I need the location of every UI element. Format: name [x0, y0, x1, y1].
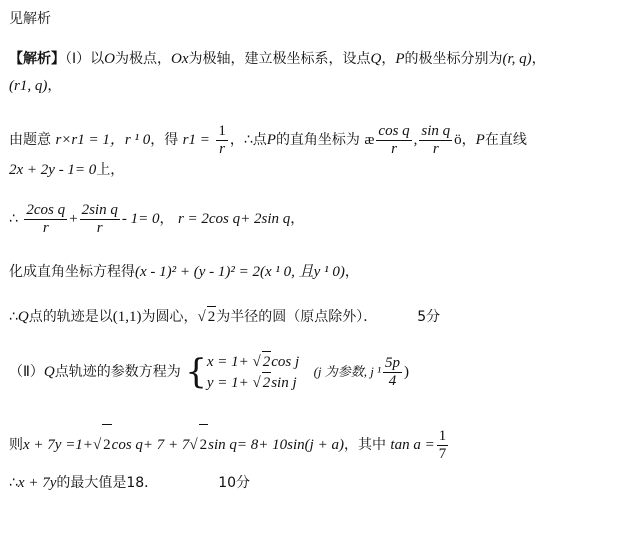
plus: + — [69, 211, 78, 227]
sqrt-radicand: 2 — [207, 306, 217, 327]
line-equation: 2x + 2y - 1= 0 — [9, 162, 97, 178]
sqrt-radicand: 2 — [199, 424, 209, 465]
sqrt-radicand: 2 — [102, 424, 112, 465]
polar-coord-q: (r, q) — [502, 51, 532, 67]
text: ， — [344, 264, 359, 280]
math-P: P — [266, 132, 276, 148]
final-expression: x + 7y — [17, 475, 57, 491]
text: ，得 — [150, 132, 179, 148]
condition-eq: r×r1 = 1，r ¹ 0 — [55, 132, 151, 148]
page-title: 见解析 — [9, 11, 51, 27]
rect-condition: (x ¹ 0, 且y ¹ 0) — [260, 264, 345, 280]
numerator: sin q — [421, 122, 451, 139]
text: （Ⅰ）以 — [65, 51, 105, 67]
text: 的极坐标分别为 — [404, 51, 503, 67]
denominator: r — [42, 219, 49, 236]
text: 为极点， — [114, 51, 171, 67]
comma: , — [413, 132, 418, 148]
text: 的最大值是18． — [56, 475, 159, 491]
text: ， — [159, 211, 174, 227]
paren-close: ) — [404, 364, 410, 380]
fraction-2cos-over-r — [24, 202, 67, 237]
score-label: 10分 — [218, 475, 251, 491]
text: 为半径的圆（原点除外）． — [216, 309, 378, 325]
rect-equation: (x - 1)² + (y - 1)² = 2 — [135, 264, 261, 280]
part1-line1 — [9, 49, 546, 69]
denominator: 4 — [388, 372, 397, 389]
math-Ox: Ox — [170, 51, 189, 67]
text: ， — [461, 132, 476, 148]
therefore-symbol: ∴ — [9, 309, 18, 325]
part2-line1 — [9, 350, 409, 394]
calc-mid: cos q+ 7 + 7 — [111, 437, 190, 453]
numerator: 1 — [218, 122, 226, 139]
part1-line7 — [9, 306, 440, 327]
circle-center: (1,1) — [112, 309, 142, 325]
score-label: 5分 — [417, 309, 441, 325]
text: 点轨迹的参数方程为 — [54, 364, 181, 380]
fraction-1-over-7 — [437, 428, 449, 463]
part2-line3 — [9, 473, 250, 493]
sqrt-symbol: √ — [197, 309, 206, 325]
numerator: 2sin q — [81, 201, 118, 218]
paren-close: ö — [454, 132, 462, 148]
text: 上， — [96, 162, 125, 178]
part1-line5 — [9, 199, 304, 239]
text: ，∴点 — [229, 132, 267, 148]
math-Q: Q — [43, 364, 55, 380]
text: 化成直角坐标方程得 — [9, 264, 135, 280]
text: ， — [290, 211, 305, 227]
text: ， — [531, 51, 546, 67]
y-equation: y = 1+ √ 2sin j — [207, 372, 299, 393]
polar-coord-p: (r1, q) — [9, 78, 48, 94]
calc-rhs: sin q= 8+ 10sin(j + a) — [208, 437, 344, 453]
part2-line2: 则x + 7y =1+√ 2cos q+ 7 + 7√ 2sin q= 8+ 10sin(j + a)，其中 tan a = $\frac{1}{7}$ — [9, 424, 450, 465]
denominator: 7 — [438, 445, 447, 462]
tan-lhs: tan a = — [390, 437, 435, 453]
math-Q: Q — [370, 51, 382, 67]
fraction-5p-over-4 — [383, 355, 402, 390]
param-note: (j 为参数, j ¹ — [313, 364, 382, 379]
text: ， — [381, 51, 396, 67]
math-O: O — [104, 51, 115, 67]
text: 由题意 — [9, 132, 51, 148]
therefore-symbol: ∴ — [9, 211, 18, 227]
text: 为圆心， — [141, 309, 198, 325]
text: 则 — [9, 437, 23, 453]
fraction-sin-over-r — [419, 123, 452, 158]
math-Q: Q — [17, 309, 29, 325]
part1-line6 — [9, 262, 359, 282]
text: 的直角坐标为 — [275, 132, 360, 148]
polar-equation: r = 2cos q+ 2sin q — [177, 211, 291, 227]
math-P: P — [395, 51, 405, 67]
text: ，其中 — [343, 437, 386, 453]
parametric-system — [207, 351, 299, 393]
denominator: r — [219, 140, 226, 157]
brace-icon: { — [185, 352, 207, 392]
text: 为极轴，建立极坐标系，设点 — [188, 51, 371, 67]
calc-lhs: x + 7y =1+ — [23, 437, 93, 453]
equation-tail: - 1= 0 — [121, 211, 160, 227]
part1-line4 — [9, 160, 124, 180]
numerator: 1 — [438, 427, 447, 444]
text: （Ⅱ） — [9, 364, 44, 380]
numerator: 5p — [385, 354, 401, 371]
text: 点的轨迹是以 — [28, 309, 113, 325]
part1-line2 — [9, 76, 61, 96]
analysis-tag: 【解析】 — [9, 51, 65, 67]
r1-lhs: r1 = — [182, 132, 210, 148]
x-equation: x = 1+ √ 2cos j — [207, 351, 299, 372]
numerator: cos q — [378, 122, 410, 139]
text: ， — [47, 78, 62, 94]
math-P: P — [475, 132, 485, 148]
fraction-2sin-over-r — [80, 202, 120, 237]
part1-line3 — [9, 121, 527, 159]
therefore-symbol: ∴ — [9, 475, 18, 491]
fraction-1-over-r — [216, 123, 228, 158]
fraction-cos-over-r — [376, 123, 411, 158]
denominator: r — [96, 219, 103, 236]
denominator: r — [432, 140, 439, 157]
numerator: 2cos q — [26, 201, 66, 218]
denominator: r — [391, 140, 397, 157]
paren-open: æ — [364, 132, 375, 148]
text: 在直线 — [484, 132, 527, 148]
